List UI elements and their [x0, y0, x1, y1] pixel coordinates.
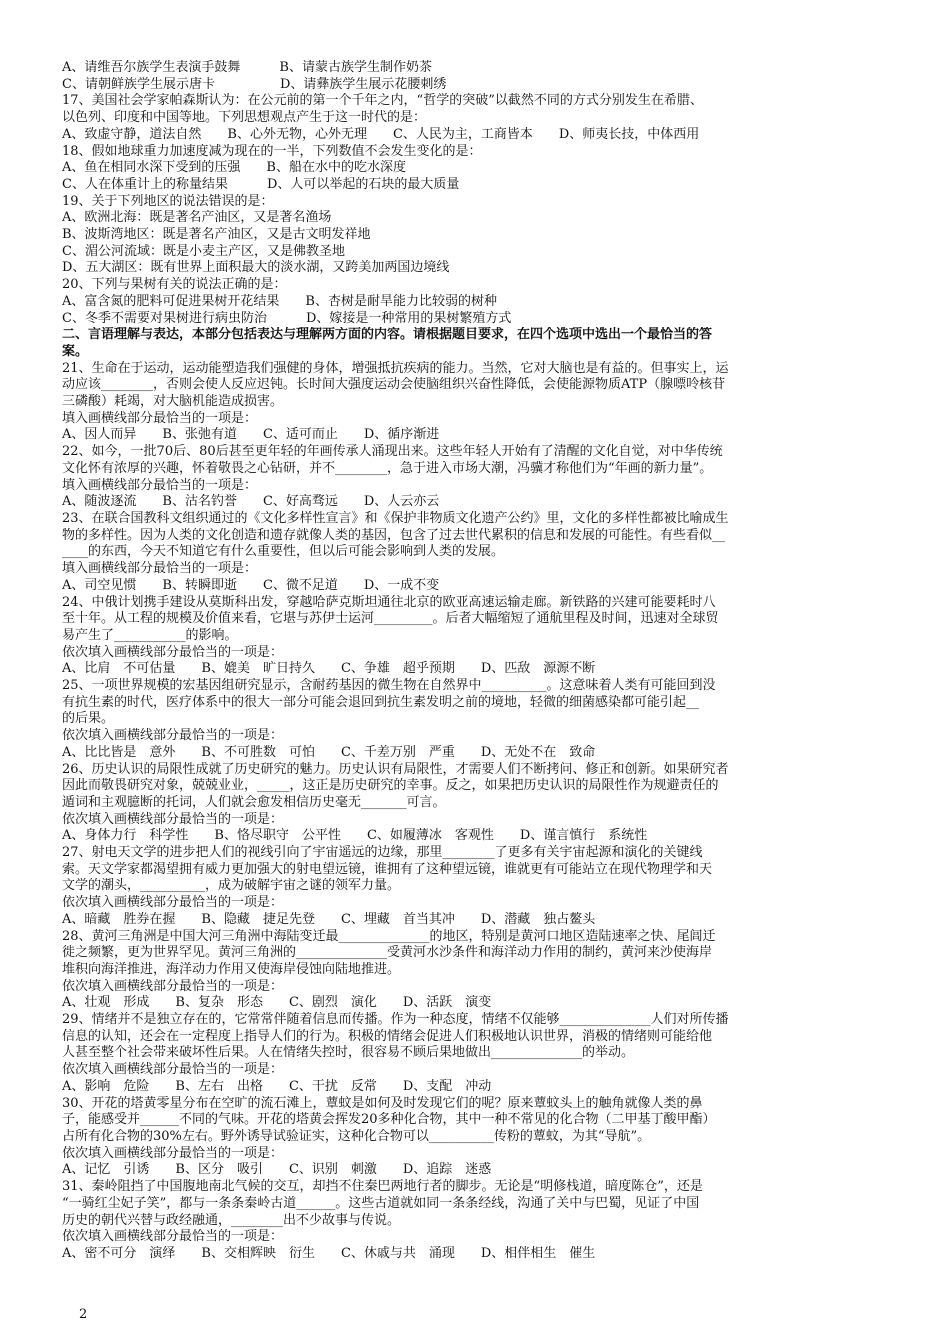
question-25-stem: 25、一项世界规模的宏基因组研究显示，含耐药基因的微生物在自然界中__________。这意味着人类有可能回到没	[62, 678, 716, 694]
text-line: 有抗生素的时代，医疗体系中的很大一部分可能会退回到抗生素发明之前的境地，轻微的细菌感染都可能引起__	[62, 694, 700, 710]
text-line: 物的多样性。因为人类的文化创造和遗存就像人类的基因，包含了过去世代累积的信息和发展的可能性。有些看似__	[62, 527, 726, 543]
text-line: 子，能感受并______不同的气味。开花的塔黄会挥发20多种化合物，其中一种不常见的化合物（二甲基丁酸甲酯）	[62, 1112, 716, 1128]
question-30-stem: 30、开花的塔黄零星分布在空旷的流石滩上，蕈蚊是如何及时发现它们的呢？原来蕈蚊头上的触角就像人类的鼻	[62, 1095, 703, 1111]
text-line: A、比比皆是 意外 B、不可胜数 可怕 C、千差万别 严重 D、无处不在 致命	[62, 744, 596, 760]
text-line: 以色列、印度和中国等地。下列思想观点产生于这一时代的是：	[62, 110, 427, 126]
text-line: A、暗藏 胜券在握 B、隐藏 捷足先登 C、埋藏 首当其冲 D、潜藏 独占鳌头	[62, 911, 596, 927]
text-line: A、富含氮的肥料可促进果树开花结果 B、杏树是耐旱能力比较弱的树种	[62, 293, 497, 309]
question-29-stem: 29、情绪并不是独立存在的，它常常伴随着信息而传播。作为一种态度，情绪不仅能够______________人们对所传播	[62, 1012, 729, 1028]
question-24-stem: 24、中俄计划携手建设从莫斯科出发，穿越哈萨克斯坦通往北京的欧亚高速运输走廊。新铁路的兴建可能要耗时八	[62, 594, 716, 610]
text-line: D、五大湖区：既有世界上面积最大的淡水湖，又跨美加两国边境线	[62, 260, 450, 276]
text-line: A、司空见惯 B、转瞬即逝 C、微不足道 D、一成不变	[62, 577, 440, 593]
text-line: 历史的朝代兴替与政经融通，________出不少故事与传说。	[62, 1212, 401, 1228]
text-line: A、因人而异 B、张弛有道 C、适可而止 D、循序渐进	[62, 427, 440, 443]
question-27-stem: 27、射电天文学的进步把人们的视线引向了宇宙遥远的边缘，那里________了更多有关宇宙起源和演化的关键线	[62, 845, 703, 861]
text-line: 文化怀有浓厚的兴趣，怀着敬畏之心钻研，并不________，急于进入市场大潮，冯骥才称他们为“年画的新力量”。	[62, 460, 713, 476]
question-28-stem: 28、黄河三角洲是中国大河三角洲中海陆变迁最______________的地区，特别是黄河口地区造陆速率之快、尾闾迁	[62, 928, 716, 944]
text-line: 文学的潮头，__________，成为破解宇宙之谜的领军力量。	[62, 878, 401, 894]
text-line: 填入画横线部分最恰当的一项是：	[62, 561, 258, 577]
text-line: 人甚至整个社会带来破坏性后果。人在情绪失控时，很容易不顾后果地做出______________的举动。	[62, 1045, 635, 1061]
text-line: 遁词和主观臆断的托词，人们就会愈发相信历史毫无_______可言。	[62, 794, 446, 810]
question-19-stem: 19、关于下列地区的说法错误的是：	[62, 193, 274, 209]
text-line: 至十年。从工程的规模及价值来看，它堪与苏伊士运河_________。后者大幅缩短了通航里程及时间，迅速对全球贸	[62, 611, 719, 627]
text-line: B、波斯湾地区：既是著名产油区，又是古文明发祥地	[62, 227, 371, 243]
text-line: A、致虚守静，道法自然 B、心外无物，心外无理 C、人民为主，工商皆本 D、师夷长技，中体西用	[62, 126, 700, 142]
question-31-stem: 31、秦岭阻挡了中国腹地南北气候的交互，却挡不住秦巴两地行者的脚步。无论是“明修栈道，暗度陈仓”，还是	[62, 1179, 703, 1195]
text-line: 索。天文学家都渴望拥有威力更加强大的射电望远镜，谁拥有了这种望远镜，谁就更有可能站立在现代物理学和天	[62, 861, 713, 877]
text-line: 的后果。	[62, 711, 115, 727]
text-line: C、湄公河流域：既是小麦主产区，又是佛教圣地	[62, 243, 345, 259]
text-line: 徙之频繁，更为世界罕见。黄河三角洲的______________受黄河水沙条件和海洋动力作用的制约，黄河来沙使海岸	[62, 945, 713, 961]
text-line: A、请维吾尔族学生表演手鼓舞 B、请蒙古族学生制作奶茶	[62, 60, 432, 75]
question-21-stem: 21、生命在于运动，运动能塑造我们强健的身体，增强抵抗疾病的能力。当然，它对大脑也是有益的。但事实上，运	[62, 360, 729, 376]
text-line: 依次填入画横线部分最恰当的一项是：	[62, 644, 284, 660]
text-line: 依次填入画横线部分最恰当的一项是：	[62, 1145, 284, 1161]
text-line: 填入画横线部分最恰当的一项是：	[62, 410, 258, 426]
document-body	[62, 60, 894, 1263]
question-22-stem: 22、如今，一批70后、80后甚至更年轻的年画传承人涌现出来。这些年轻人开始有了清醒的文化自觉，对中华传统	[62, 444, 723, 460]
text-line: 三磷酸）耗竭，对大脑机能造成损害。	[62, 394, 284, 410]
section-heading-cont: 案。	[62, 343, 89, 359]
text-line: 因此而敬畏研究对象，兢兢业业，_____，这正是历史研究的幸事。反之，如果把历史认识的局限性作为规避责任的	[62, 778, 719, 794]
text-line: 依次填入画横线部分最恰当的一项是：	[62, 1062, 284, 1078]
text-line: 依次填入画横线部分最恰当的一项是：	[62, 895, 284, 911]
page-number: 2	[79, 1307, 88, 1322]
text-line: A、记忆 引诱 B、区分 吸引 C、识别 刺激 D、追踪 迷惑	[62, 1162, 492, 1178]
text-line: 占所有化合物的30%左右。野外诱导试验证实，这种化合物可以__________传粉的蕈蚊，为其“导航”。	[62, 1129, 651, 1144]
text-line: C、冬季不需要对果树进行病虫防治 D、嫁接是一种常用的果树繁殖方式	[62, 310, 512, 326]
question-20-stem: 20、下列与果树有关的说法正确的是：	[62, 277, 287, 293]
text-line: 信息的认知，还会在一定程度上指导人们的行为。积极的情绪会促进人们积极地认识世界，消极的情绪则可能给他	[62, 1028, 713, 1044]
text-line: 易产生了___________的影响。	[62, 627, 238, 643]
text-line: A、随波逐流 B、沽名钓誉 C、好高骛远 D、人云亦云	[62, 494, 440, 510]
section-heading: 二、言语理解与表达，本部分包括表达与理解两方面的内容。请根据题目要求，在四个选项中选出一个最恰当的答	[62, 327, 713, 343]
text-line: C、请朝鲜族学生展示唐卡 D、请彝族学生展示花腰刺绣	[62, 76, 447, 92]
question-26-stem: 26、历史认识的局限性成就了历史研究的魅力。历史认识有局限性，才需要人们不断拷问、修正和创新。如果研究者	[62, 761, 729, 777]
text-line: A、影响 危险 B、左右 出格 C、干扰 反常 D、支配 冲动	[62, 1078, 492, 1094]
text-line: C、人在体重计上的称量结果 D、人可以举起的石块的最大质量	[62, 176, 460, 192]
text-line: A、密不可分 演绎 B、交相辉映 衍生 C、休戚与共 涌现 D、相伴相生 催生	[62, 1245, 596, 1261]
text-line: A、壮观 形成 B、复杂 形态 C、剧烈 演化 D、活跃 演变	[62, 995, 492, 1011]
text-line: A、欧洲北海：既是著名产油区，又是著名渔场	[62, 210, 332, 226]
text-line: 依次填入画横线部分最恰当的一项是：	[62, 978, 284, 994]
text-line: 依次填入画横线部分最恰当的一项是：	[62, 1229, 284, 1245]
text-line: A、比肩 不可估量 B、媲美 旷日持久 C、争雄 超乎预期 D、匹敌 源源不断	[62, 661, 596, 677]
text-line: “一骑红尘妃子笑”，都与一条条秦岭古道______。这些古道就如同一条条经线，沟通了关中与巴蜀，见证了中国	[62, 1195, 700, 1211]
text-line: A、身体力行 科学性 B、恪尽职守 公平性 C、如履薄冰 客观性 D、谨言慎行 系统性	[62, 828, 648, 844]
question-17-stem: 17、美国社会学家帕森斯认为：在公元前的第一个千年之内，“哲学的突破”以截然不同的方式分别发生在希腊、	[62, 93, 703, 109]
question-23-stem: 23、在联合国教科文组织通过的《文化多样性宣言》和《保护非物质文化遗产公约》里，文化的多样性都被比喻成生	[62, 510, 729, 526]
question-18-stem: 18、假如地球重力加速度减为现在的一半，下列数值不会发生变化的是：	[62, 143, 482, 159]
text-line: 动应该________，否则会使人反应迟钝。长时间大强度运动会使脑组织兴奋性降低，会使能源物质ATP（腺嘌呤核苷	[62, 377, 726, 393]
text-line: 依次填入画横线部分最恰当的一项是：	[62, 728, 284, 744]
text-line: 填入画横线部分最恰当的一项是：	[62, 477, 258, 493]
text-line: ____的东西，今天不知道它有什么重要性，但以后可能会影响到人类的发展。	[62, 544, 505, 560]
text-line: 依次填入画横线部分最恰当的一项是：	[62, 811, 284, 827]
text-line: A、鱼在相同水深下受到的压强 B、船在水中的吃水深度	[62, 160, 406, 176]
text-line: 堆积向海洋推进，海洋动力作用又使海岸侵蚀向陆地推进。	[62, 961, 401, 977]
